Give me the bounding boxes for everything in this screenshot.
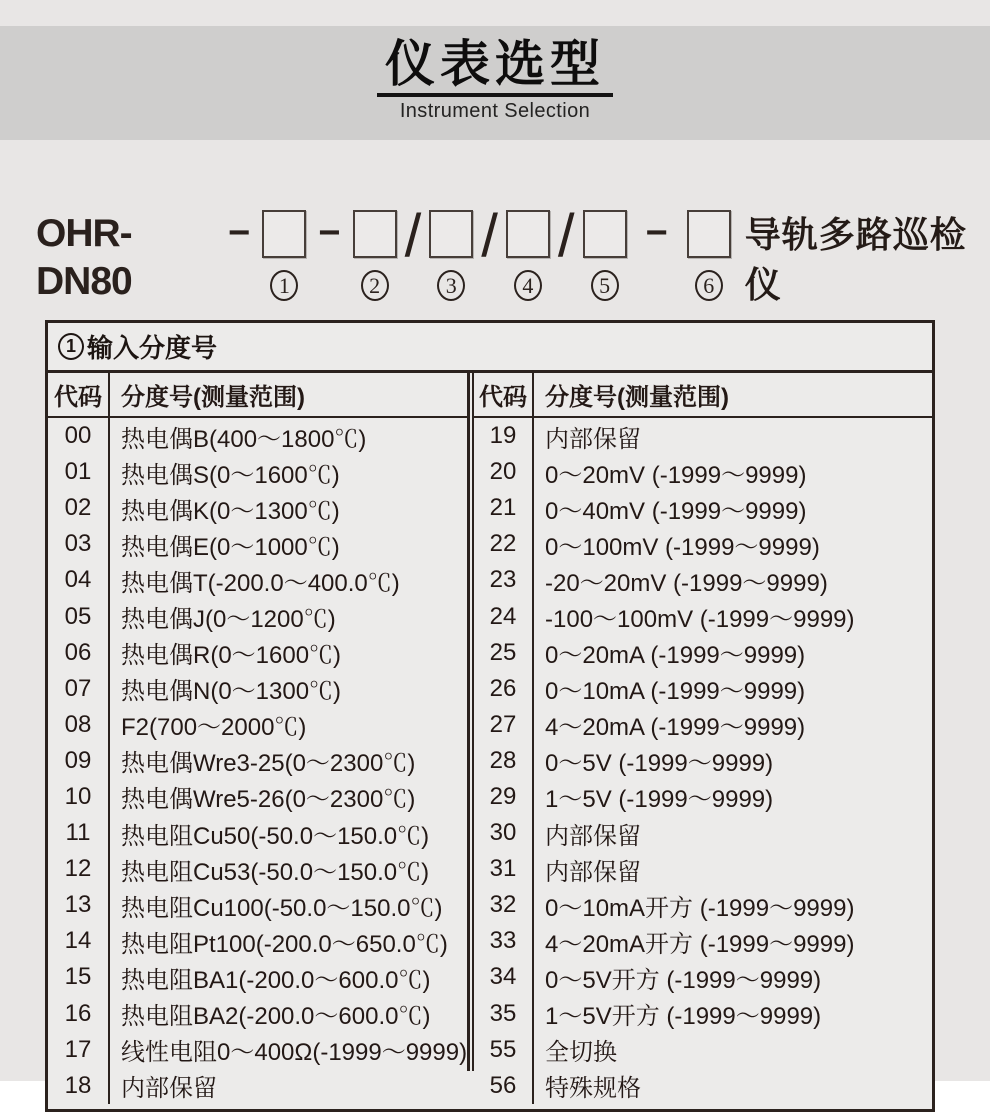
code-cell: 00 — [48, 418, 110, 454]
range-cell: 0～5V (-1999～9999) — [545, 750, 774, 778]
table-row — [48, 707, 467, 743]
range-cell: 热电偶S(0～1600℃) — [121, 461, 340, 489]
range-cell: 0～20mA (-1999～9999) — [545, 642, 806, 670]
section-title: 输入分度号 — [87, 333, 218, 363]
range-cell: 0～10mA开方 (-1999～9999) — [545, 894, 855, 922]
separator-dash: − — [645, 212, 668, 254]
table-body — [48, 373, 932, 1103]
table-row — [48, 779, 467, 815]
model-slot-1 — [262, 210, 306, 301]
table-row — [48, 996, 467, 1032]
separator-dash: − — [318, 212, 341, 254]
model-prefix-text: OHR-DN80 — [36, 212, 132, 303]
range-cell: 0～100mV (-1999～9999) — [545, 533, 820, 561]
option-box-1 — [262, 210, 306, 258]
range-cell: 热电偶N(0～1300℃) — [121, 678, 342, 706]
table-row — [48, 1032, 467, 1068]
table-pane-right — [474, 373, 932, 1103]
table-row — [474, 1068, 932, 1104]
code-cell: 33 — [474, 923, 534, 959]
column-header-row — [474, 373, 932, 418]
range-cell: 热电偶E(0～1000℃) — [121, 533, 340, 561]
table-row — [48, 815, 467, 851]
table-pane-left — [48, 373, 468, 1103]
range-cell: 热电偶Wre5-26(0～2300℃) — [121, 786, 416, 814]
range-cell: 线性电阻0～400Ω(-1999～9999) — [121, 1039, 468, 1067]
code-cell: 27 — [474, 707, 534, 743]
range-cell: 热电阻Cu50(-50.0～150.0℃) — [121, 822, 430, 850]
table-row — [474, 923, 932, 959]
model-slot-5 — [583, 210, 627, 301]
range-cell: 0～20mV (-1999～9999) — [545, 461, 807, 489]
table-row — [48, 743, 467, 779]
code-cell: 20 — [474, 454, 534, 490]
table-row — [474, 815, 932, 851]
range-cell: 4～20mA (-1999～9999) — [545, 714, 806, 742]
option-box-5 — [583, 210, 627, 258]
code-cell: 25 — [474, 635, 534, 671]
table-row — [474, 743, 932, 779]
separator-dash: − — [228, 212, 251, 254]
range-cell: 内部保留 — [121, 1075, 217, 1103]
model-slot-3 — [429, 210, 473, 301]
model-slot-2 — [353, 210, 397, 301]
code-column-header: 代码 — [474, 373, 534, 416]
range-cell: 内部保留 — [545, 822, 641, 850]
code-cell: 31 — [474, 851, 534, 887]
model-ordering-line — [36, 202, 990, 310]
model-slot-6 — [687, 210, 731, 301]
range-cell: 0～40mV (-1999～9999) — [545, 497, 807, 525]
code-cell: 14 — [48, 923, 110, 959]
code-cell: 34 — [474, 959, 534, 995]
column-header-row — [48, 373, 467, 418]
range-cell: 热电偶Wre3-25(0～2300℃) — [121, 750, 416, 778]
table-row — [474, 887, 932, 923]
code-cell: 09 — [48, 743, 110, 779]
table-row — [474, 707, 932, 743]
table-row — [474, 418, 932, 454]
code-cell: 19 — [474, 418, 534, 454]
range-cell: 热电阻Cu53(-50.0～150.0℃) — [121, 858, 430, 886]
table-row — [474, 996, 932, 1032]
section-number-badge: 1 — [58, 333, 84, 360]
code-cell: 24 — [474, 598, 534, 634]
table-row — [48, 418, 467, 454]
range-cell: 内部保留 — [545, 858, 641, 886]
code-cell: 55 — [474, 1032, 534, 1068]
model-suffix-text: 导轨多路巡检仪 — [744, 214, 967, 305]
range-cell: 热电阻Pt100(-200.0～650.0℃) — [121, 930, 448, 958]
code-cell: 18 — [48, 1068, 110, 1104]
code-cell: 22 — [474, 526, 534, 562]
table-row — [474, 779, 932, 815]
range-cell: 热电阻Cu100(-50.0～150.0℃) — [121, 894, 443, 922]
position-marker-6: 6 — [695, 270, 723, 301]
code-cell: 16 — [48, 996, 110, 1032]
table-row — [474, 526, 932, 562]
range-cell: F2(700～2000℃) — [121, 714, 307, 742]
code-cell: 11 — [48, 815, 110, 851]
position-marker-3: 3 — [437, 270, 465, 301]
code-cell: 08 — [48, 707, 110, 743]
range-cell: 4～20mA开方 (-1999～9999) — [545, 930, 855, 958]
model-slot-4 — [506, 210, 550, 301]
selection-table — [45, 320, 935, 1112]
range-column-header: 分度号(测量范围) — [121, 384, 305, 411]
code-cell: 15 — [48, 959, 110, 995]
separator-slash: / — [404, 202, 422, 269]
option-box-2 — [353, 210, 397, 258]
table-row — [48, 526, 467, 562]
table-row — [48, 887, 467, 923]
code-cell: 32 — [474, 887, 534, 923]
table-row — [474, 562, 932, 598]
separator-slash: / — [481, 202, 498, 269]
table-row — [48, 923, 467, 959]
page-subtitle: Instrument Selection — [399, 100, 591, 122]
code-cell: 12 — [48, 851, 110, 887]
range-cell: 热电阻BA2(-200.0～600.0℃) — [121, 1003, 431, 1031]
table-row — [474, 598, 932, 634]
table-row — [48, 635, 467, 671]
range-cell: 内部保留 — [545, 425, 641, 453]
table-row — [48, 562, 467, 598]
table-row — [474, 851, 932, 887]
table-row — [48, 851, 467, 887]
range-cell: 热电偶J(0～1200℃) — [121, 606, 336, 634]
code-cell: 30 — [474, 815, 534, 851]
range-cell: 热电偶R(0～1600℃) — [121, 642, 342, 670]
code-cell: 01 — [48, 454, 110, 490]
code-cell: 35 — [474, 996, 534, 1032]
code-cell: 04 — [48, 562, 110, 598]
range-cell: -100～100mV (-1999～9999) — [545, 606, 855, 634]
left-rows-container — [48, 418, 467, 1104]
position-marker-5: 5 — [591, 270, 619, 301]
table-row — [48, 454, 467, 490]
range-cell: 全切换 — [545, 1039, 617, 1067]
table-row — [474, 1032, 932, 1068]
table-row — [474, 959, 932, 995]
code-cell: 02 — [48, 490, 110, 526]
right-rows-container — [474, 418, 932, 1104]
code-cell: 23 — [474, 562, 534, 598]
code-column-header: 代码 — [48, 373, 110, 416]
code-cell: 13 — [48, 887, 110, 923]
code-cell: 05 — [48, 598, 110, 634]
code-cell: 26 — [474, 671, 534, 707]
range-cell: 0～10mA (-1999～9999) — [545, 678, 806, 706]
code-cell: 06 — [48, 635, 110, 671]
code-cell: 03 — [48, 526, 110, 562]
range-cell: 热电偶K(0～1300℃) — [121, 497, 340, 525]
range-cell: -20～20mV (-1999～9999) — [545, 569, 828, 597]
table-row — [48, 959, 467, 995]
table-row — [474, 671, 932, 707]
table-row — [48, 490, 467, 526]
pane-divider — [467, 373, 474, 1071]
range-cell: 热电阻BA1(-200.0～600.0℃) — [121, 966, 431, 994]
code-cell: 21 — [474, 490, 534, 526]
section-title-row — [48, 323, 932, 373]
option-box-3 — [429, 210, 473, 258]
code-cell: 07 — [48, 671, 110, 707]
position-marker-1: 1 — [270, 270, 298, 301]
range-cell: 0～5V开方 (-1999～9999) — [545, 966, 822, 994]
table-row — [474, 490, 932, 526]
table-row — [48, 598, 467, 634]
range-cell: 1～5V (-1999～9999) — [545, 786, 774, 814]
table-row — [474, 454, 932, 490]
position-marker-2: 2 — [361, 270, 389, 301]
table-row — [474, 635, 932, 671]
range-cell: 热电偶T(-200.0～400.0℃) — [121, 569, 400, 597]
range-cell: 特殊规格 — [545, 1075, 641, 1103]
table-row — [48, 671, 467, 707]
range-cell: 热电偶B(400～1800℃) — [121, 425, 367, 453]
header-band — [0, 26, 990, 140]
separator-slash: / — [557, 202, 575, 269]
code-cell: 56 — [474, 1068, 534, 1104]
position-marker-4: 4 — [514, 270, 542, 301]
range-column-header: 分度号(测量范围) — [545, 384, 729, 411]
table-row — [48, 1068, 467, 1104]
option-box-6 — [687, 210, 731, 258]
code-cell: 17 — [48, 1032, 110, 1068]
code-cell: 28 — [474, 743, 534, 779]
code-cell: 10 — [48, 779, 110, 815]
range-cell: 1～5V开方 (-1999～9999) — [545, 1003, 822, 1031]
option-box-4 — [506, 210, 550, 258]
code-cell: 29 — [474, 779, 534, 815]
page-title: 仪表选型 — [377, 39, 613, 97]
